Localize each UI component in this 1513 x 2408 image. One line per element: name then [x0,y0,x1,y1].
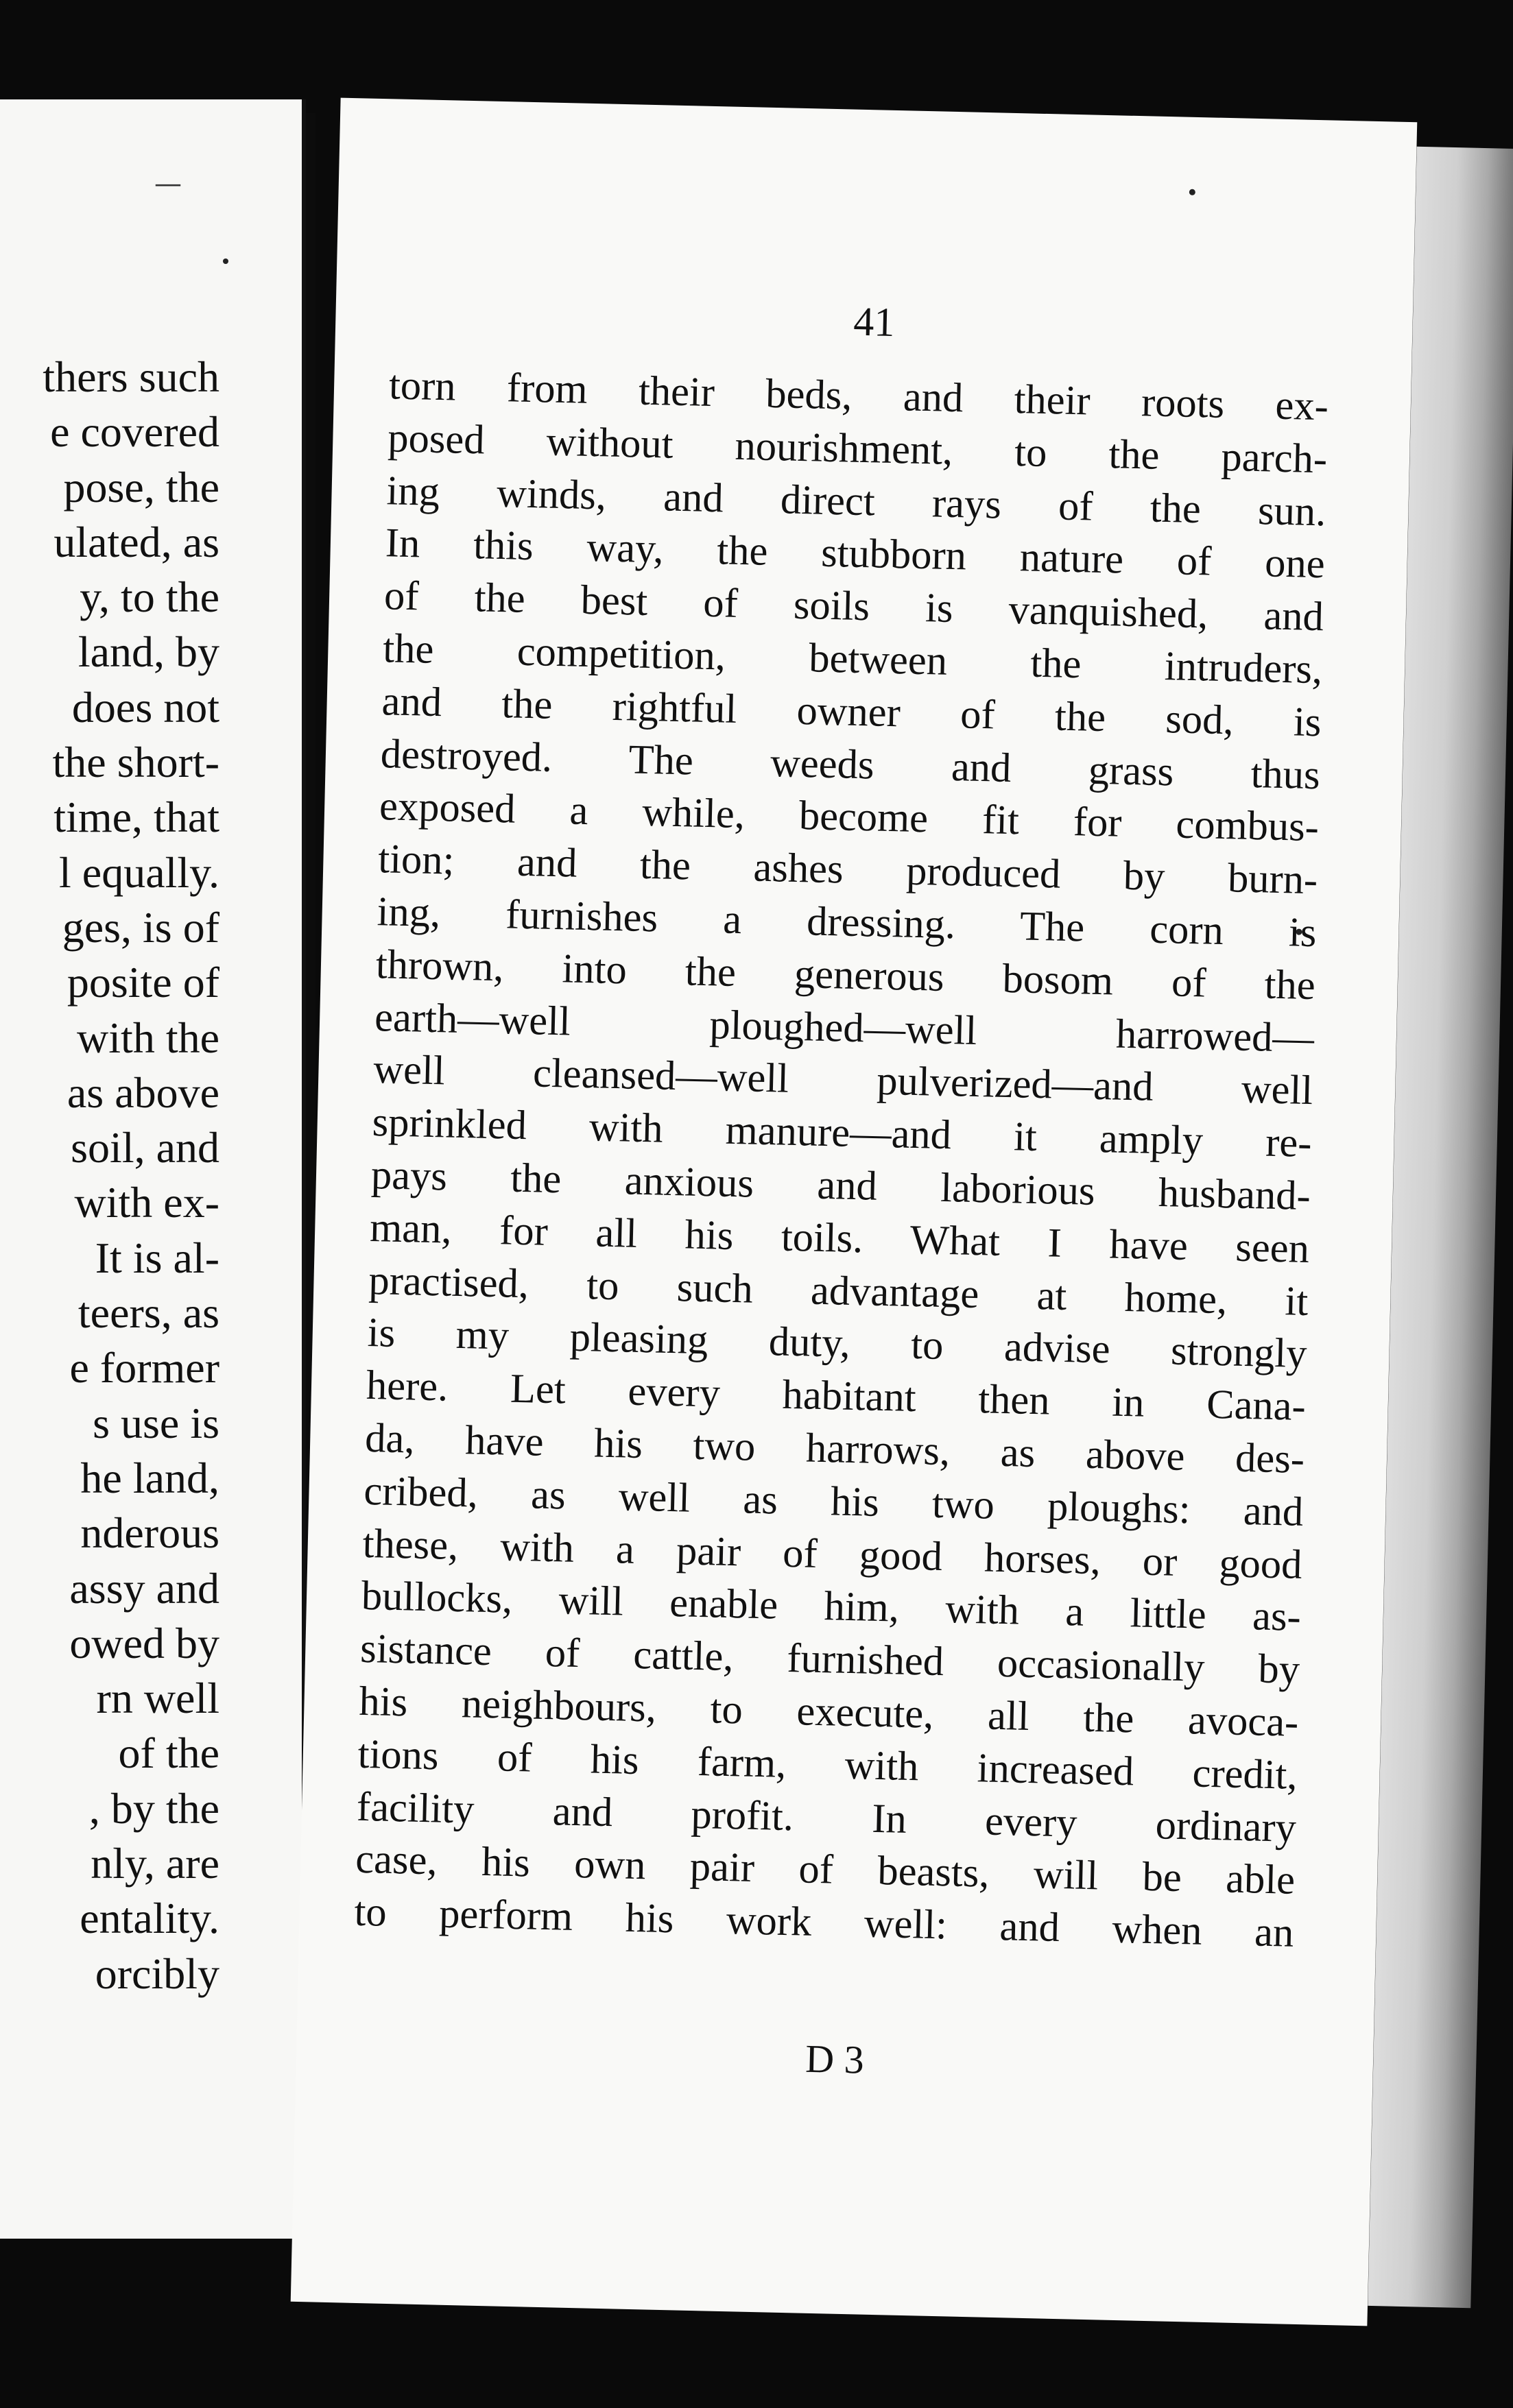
left-page-mark: — [154,168,182,200]
left-page-dot [223,258,228,264]
text-line: practised, to such advantage at home, it [368,1257,1309,1325]
text-line: is my pleasing duty, to advise strongly [367,1310,1308,1377]
text-line: well cleansed—well pulverized—and well [372,1046,1313,1114]
text-line: these, with a pair of good horses, or good [362,1520,1303,1588]
text-line: exposed a while, become fit for combus- [379,783,1320,851]
text-line: ing, furnishes a dressing. The corn is [376,889,1318,956]
left-text-line: s use is [93,1398,219,1447]
left-page-text [0,350,219,2001]
left-text-line: ulated, as [53,517,219,566]
text-line: sistance of cattle, furnished occasionally by [359,1625,1300,1694]
left-text-line: with the [77,1013,219,1062]
left-text-line: the short- [52,738,219,787]
text-line: da, have his two harrows, as above des- [364,1414,1305,1482]
left-text-line: he land, [80,1453,219,1502]
left-text-line: soil, and [71,1123,219,1172]
left-text-line: nly, are [91,1839,219,1888]
left-text-line: It is al- [95,1233,219,1282]
text-line: pays the anxious and laborious husband- [370,1151,1311,1220]
right-page [291,98,1418,2326]
text-line: and the rightful owner of the sod, is [381,677,1322,746]
text-line: sprinkled with manure—and it amply re- [372,1099,1313,1167]
left-text-line: thers such [43,352,219,401]
text-line: earth—well ploughed—well harrowed— [374,994,1315,1061]
left-text-line: rn well [96,1674,219,1723]
left-text-line: orcibly [95,1949,219,1998]
text-line: case, his own pair of beasts, will be able [355,1836,1296,1904]
text-line: bullocks, will enable him, with a little as- [361,1573,1302,1641]
left-text-line: e former [69,1343,219,1393]
left-page [0,99,306,2239]
left-text-line: pose, the [63,462,219,511]
page-number: 41 [853,298,896,346]
left-text-line: does not [71,682,219,732]
left-text-line: entality. [80,1894,219,1943]
page-dot [1189,189,1195,195]
text-line: facility and profit. In every ordinary [356,1783,1297,1851]
left-text-line: of the [118,1729,219,1778]
text-line: to perform his work well: and when an [353,1888,1295,1956]
left-text-line: y, to the [80,573,219,622]
text-line: cribed, as well as his two ploughs: and [363,1467,1304,1535]
left-text-line: teers, as [78,1288,219,1338]
text-line: thrown, into the generous bosom of the [375,941,1316,1009]
left-text-line: posite of [67,958,219,1007]
left-text-line: assy and [69,1563,219,1613]
text-line: In this way, the stubborn nature of one [385,520,1326,588]
left-text-line: land, by [78,627,219,677]
left-text-line: ges, is of [62,902,219,952]
left-text-line: nderous [80,1508,219,1558]
text-line: torn from their beds, and their roots ex- [388,362,1329,430]
left-text-line: owed by [69,1618,219,1667]
text-line: destroyed. The weeds and grass thus [380,730,1321,798]
left-text-line: with ex- [74,1178,219,1227]
text-line: here. Let every habitant then in Cana- [366,1362,1307,1430]
text-line: his neighbours, to execute, all the avoca- [358,1678,1300,1746]
signature-mark: D 3 [805,2036,865,2082]
text-line: the competition, between the intruders, [382,625,1323,693]
body-text [354,359,1329,1960]
text-line: posed without nourishment, to the parch- [387,415,1328,483]
left-text-line: l equally. [59,847,219,897]
text-line: tion; and the ashes produced by burn- [377,836,1318,904]
left-text-line: e covered [50,407,219,457]
left-text-line: time, that [53,793,219,842]
text-line: ing winds, and direct rays of the sun. [385,467,1327,535]
left-text-line: , by the [88,1783,219,1833]
text-line: man, for all his toils. What I have seen [369,1204,1310,1272]
text-line: of the best of soils is vanquished, and [383,573,1324,640]
text-line: tions of his farm, with increased credit, [357,1731,1298,1798]
left-text-line: as above [67,1068,219,1117]
